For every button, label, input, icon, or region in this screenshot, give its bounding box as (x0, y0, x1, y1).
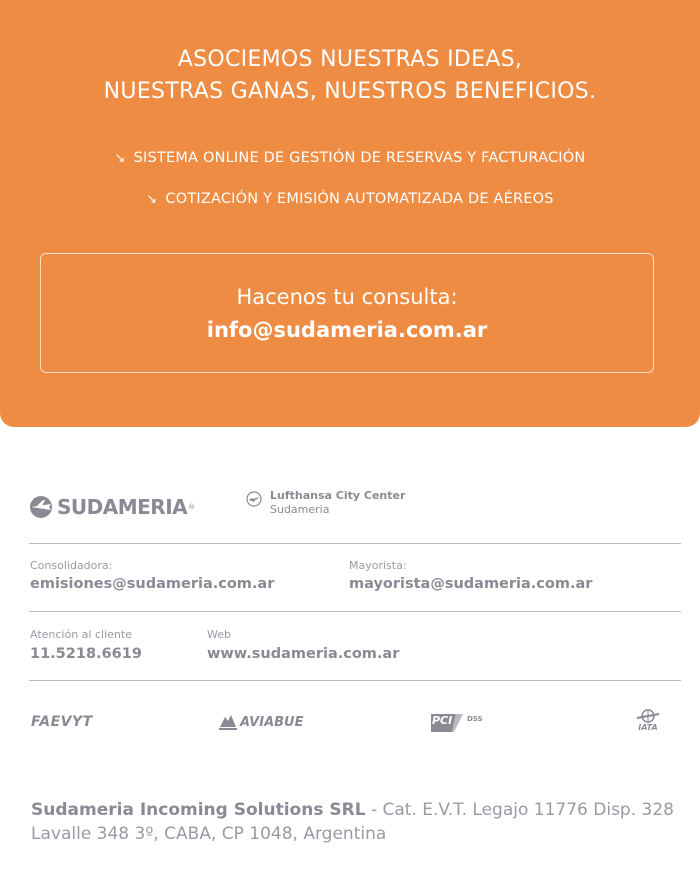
iata-logo-text: IATA (638, 723, 658, 732)
consolidadora-email[interactable]: emisiones@sudameria.com.ar (30, 576, 275, 592)
company-footer (31, 798, 674, 846)
company-name: Sudameria Incoming Solutions SRL (31, 800, 366, 820)
lufthansa-sub: Sudameria (270, 503, 330, 516)
divider (29, 611, 681, 612)
divider (29, 680, 681, 681)
pci-dss-text: DSS (467, 715, 483, 723)
feature-bullet (0, 191, 700, 207)
hero-title-line-1: ASOCIEMOS NUESTRAS IDEAS, (177, 47, 523, 72)
sudameria-logo-text: SUDAMERIA (57, 495, 188, 519)
divider (29, 543, 681, 544)
faevyt-logo (31, 714, 93, 730)
contact-label: Hacenos tu consulta: (236, 285, 458, 309)
lufthansa-crane-icon (246, 491, 262, 507)
web-label: Web (207, 628, 231, 641)
lufthansa-city-center-logo (246, 489, 405, 516)
pci-dss-logo (430, 712, 483, 734)
pci-logo-text: PCI (432, 714, 453, 727)
mayorista-label: Mayorista: (349, 559, 407, 572)
registered-mark: ® (188, 503, 196, 511)
sudameria-logo (29, 495, 195, 519)
feature-text: COTIZACIÓN Y EMISIÓN AUTOMATIZADA DE AÉREOS (165, 191, 554, 207)
iata-logo (636, 709, 660, 732)
company-line-1 (31, 798, 674, 822)
aviabue-logo-text: AVIABUE (240, 714, 304, 730)
company-detail: - Cat. E.V.T. Legajo 11776 Disp. 328 (365, 800, 674, 820)
iata-globe-icon (636, 709, 660, 723)
hero-title (0, 44, 700, 108)
consolidadora-label: Consolidadora: (30, 559, 113, 572)
aviabue-mascot-icon (218, 713, 238, 731)
atencion-phone[interactable]: 11.5218.6619 (30, 646, 142, 662)
hero-banner (0, 0, 700, 427)
arrow-down-right-icon: ↘ (114, 151, 126, 166)
aviabue-logo (218, 713, 303, 731)
hero-title-line-2: NUESTRAS GANAS, NUESTROS BENEFICIOS. (103, 79, 597, 104)
contact-box (40, 253, 654, 373)
sudameria-plane-icon (29, 496, 53, 518)
arrow-down-right-icon: ↘ (146, 192, 158, 207)
feature-bullet (0, 150, 700, 166)
feature-text: SISTEMA ONLINE DE GESTIÓN DE RESERVAS Y FACTURACIÓN (133, 150, 586, 166)
lufthansa-name: Lufthansa City Center (270, 489, 406, 502)
faevyt-logo-text: FAEVYT (31, 714, 93, 730)
mayorista-email[interactable]: mayorista@sudameria.com.ar (349, 576, 593, 592)
web-link[interactable]: www.sudameria.com.ar (207, 646, 400, 662)
contact-email-link[interactable]: info@sudameria.com.ar (206, 318, 488, 342)
company-address: Lavalle 348 3º, CABA, CP 1048, Argentina (31, 824, 387, 844)
atencion-label: Atención al cliente (30, 628, 132, 641)
